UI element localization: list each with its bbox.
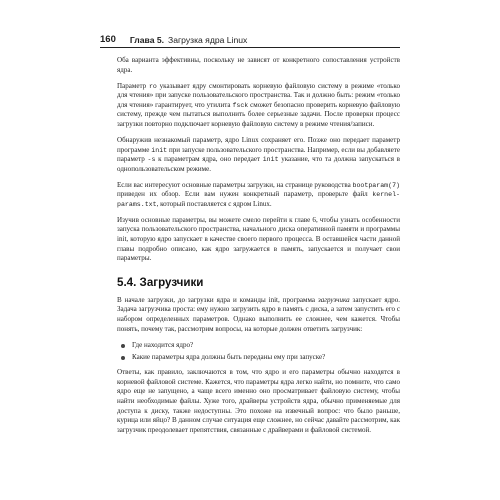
list-item: Где находится ядро? — [117, 341, 400, 351]
running-header — [100, 31, 400, 48]
chapter-label: Глава 5. — [129, 35, 165, 45]
code-init: init — [151, 146, 168, 154]
code-init-2: init — [262, 156, 279, 164]
chapter-title: Загрузка ядра Linux — [168, 35, 248, 45]
paragraph-bootloader-intro: В начале загрузки, до загрузки ядра и команды init, программа загрузчика запускает ядро. Задача загрузчика проста: ему нужно загрузить ядро в память с диска, а затем запустить его с набором определенных параметров. Однако выполнить ее сложнее, чем кажется. Чтобы понять, почему так, рассмотрим вопросы, на которые должен ответить загрузчик: — [117, 295, 400, 333]
paragraph-unknown-params: Обнаружив незнакомый параметр, ядро Linux сохраняет его. Позже оно передает параметр программе init при запуске пользовательского пространства. Например, если вы добавляете параметр -s к параметрам ядра, оно передает init указание, что та должна запускаться в однопользовательском режиме. — [117, 135, 400, 173]
paragraph-ro-option: Параметр ro указывает ядру смонтировать корневую файловую систему в режиме «только для чтения» при запуске пользовательского пространства. Так и должно быть: режим «только для чтения» гарантирует, что утилита fsck сможет безопасно проверить корневую файловую систему, прежде чем пытаться выполнить более серьезные задачи. После проверки процесс загрузки повторно подключает корневую файловую систему в режиме чтения/записи. — [117, 81, 400, 128]
italic-term: загрузчика — [317, 295, 350, 304]
question-list — [117, 341, 400, 363]
code-bootparam: bootparam(7) — [352, 181, 400, 189]
code-s-flag: -s — [147, 156, 156, 164]
page-body — [117, 56, 400, 442]
paragraph-devices: Оба варианта эффективны, поскольку не зависят от конкретного сопоставления устройств ядра. — [117, 56, 400, 74]
page-number: 160 — [100, 34, 116, 45]
code-fsck: fsck — [232, 101, 249, 109]
code-ro: ro — [148, 82, 157, 90]
paragraph-answers: Ответы, как правило, заключаются в том, что ядро и его параметры обычно находятся в корневой файловой системе. Кажется, что параметры ядра легко найти, но помните, что само ядро еще не запущено, а чаще всего именно оно просматривает файловую систему, чтобы найти необходимые файлы. Хуже того, драйверы устройств ядра, обычно применяемые для доступа к диску, также недоступны. Это похоже на извечный вопрос: что было раньше, курица или яйцо? В данном случае ситуация еще сложнее, но сейчас давайте рассмотрим, как загрузчик преодолевает препятствия, связанные с драйверами и файловой системой. — [117, 368, 400, 434]
list-item: Какие параметры ядра должны быть переданы ему при запуске? — [117, 353, 400, 363]
paragraph-bootparam: Если вас интересуют основные параметры загрузки, на странице руководства bootparam(7) приведен их обзор. Если вам нужен конкретный параметр, проверьте файл kernel-params.txt, который поставляется с ядром Linux. — [117, 180, 400, 208]
section-title: 5.4. Загрузчики — [117, 275, 204, 289]
code-kernel-params: kernel-params.txt — [117, 191, 400, 208]
paragraph-chapter-6: Изучив основные параметры, вы можете смело перейти к главе 6, чтобы узнать особенности запуска пользовательского пространства, начального диска оперативной памяти и программы init, которую ядро запускает в качестве своего первого процесса. В оставшейся части данной главы подробно описано, как ядро загружается в память, запускается и получает свои параметры. — [117, 215, 400, 263]
